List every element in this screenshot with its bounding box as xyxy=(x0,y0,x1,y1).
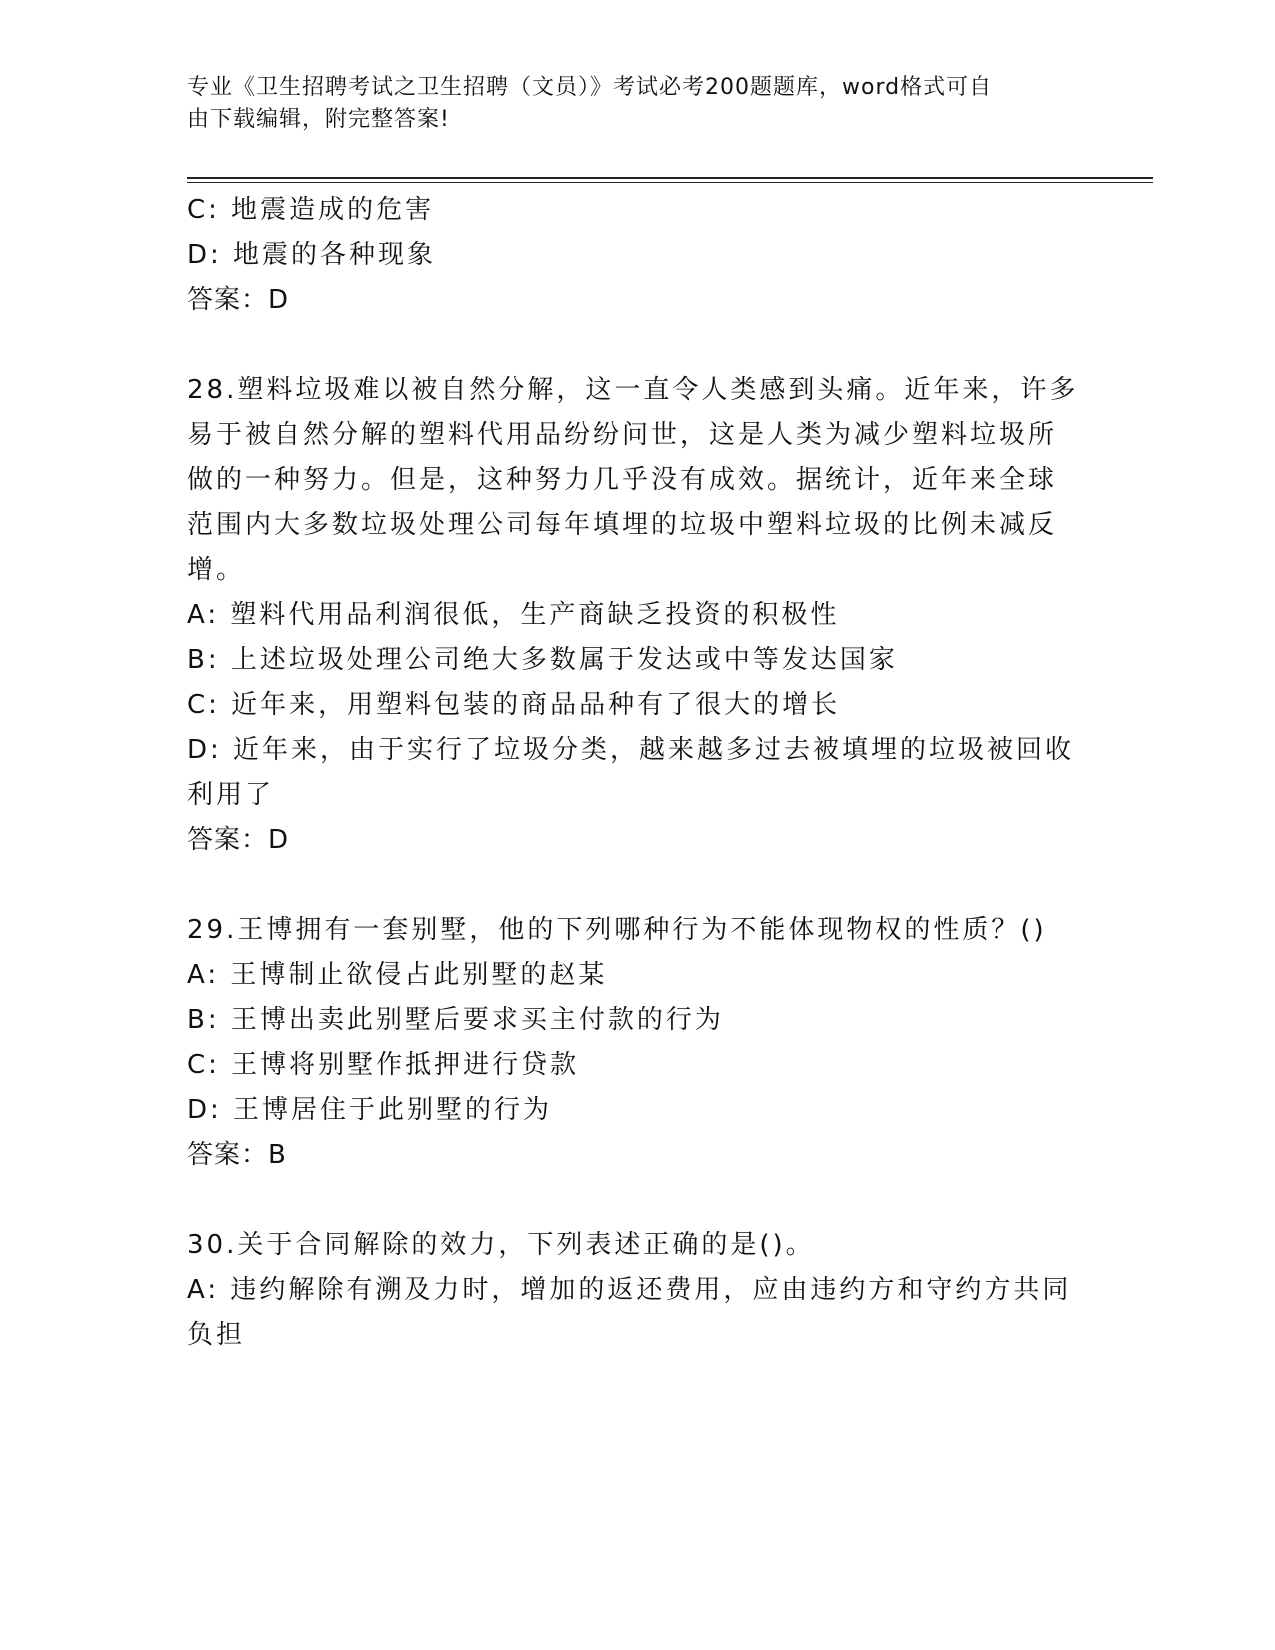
q30-option-a-line-1: A: 违约解除有溯及力时，增加的返还费用，应由违约方和守约方共同 xyxy=(187,1275,1072,1305)
q30-stem: 30.关于合同解除的效力，下列表述正确的是()。 xyxy=(187,1230,815,1260)
q28-option-d-line-1: D: 近年来，由于实行了垃圾分类，越来越多过去被填埋的垃圾被回收 xyxy=(187,735,1075,765)
q29-option-a: A: 王博制止欲侵占此别墅的赵某 xyxy=(187,960,608,990)
question-content xyxy=(187,188,1087,1358)
q28-option-c: C: 近年来，用塑料包装的商品品种有了很大的增长 xyxy=(187,690,841,720)
q28-option-a: A: 塑料代用品利润很低，生产商缺乏投资的积极性 xyxy=(187,600,840,630)
q28-stem-line-4: 范围内大多数垃圾处理公司每年填埋的垃圾中塑料垃圾的比例未减反 xyxy=(187,510,1058,540)
q29-stem: 29.王博拥有一套别墅，他的下列哪种行为不能体现物权的性质？() xyxy=(187,915,1047,945)
q28-stem-line-1: 28.塑料垃圾难以被自然分解，这一直令人类感到头痛。近年来，许多 xyxy=(187,375,1079,405)
header-line-2: 由下载编辑，附完整答案! xyxy=(187,107,450,132)
q28-answer: 答案：D xyxy=(187,825,290,855)
q28-option-d-line-2: 利用了 xyxy=(187,780,275,810)
header-divider-thick xyxy=(187,177,1153,179)
q28-option-b: B: 上述垃圾处理公司绝大多数属于发达或中等发达国家 xyxy=(187,645,898,675)
q27-option-d: D: 地震的各种现象 xyxy=(187,240,437,270)
q27-option-c: C: 地震造成的危害 xyxy=(187,195,435,225)
q29-option-c: C: 王博将别墅作抵押进行贷款 xyxy=(187,1050,580,1080)
header-line-1: 专业《卫生招聘考试之卫生招聘（文员）》考试必考200题题库，word格式可自 xyxy=(187,75,993,100)
q28-stem-line-5: 增。 xyxy=(187,555,246,585)
q29-option-d: D: 王博居住于此别墅的行为 xyxy=(187,1095,553,1125)
q27-answer: 答案：D xyxy=(187,285,290,315)
q29-answer: 答案：B xyxy=(187,1140,287,1170)
header-divider-thin xyxy=(187,182,1153,183)
q30-option-a-line-2: 负担 xyxy=(187,1320,246,1350)
q29-option-b: B: 王博出卖此别墅后要求买主付款的行为 xyxy=(187,1005,724,1035)
document-header xyxy=(187,72,1067,136)
q28-stem-line-2: 易于被自然分解的塑料代用品纷纷问世，这是人类为减少塑料垃圾所 xyxy=(187,420,1058,450)
q28-stem-line-3: 做的一种努力。但是，这种努力几乎没有成效。据统计，近年来全球 xyxy=(187,465,1058,495)
